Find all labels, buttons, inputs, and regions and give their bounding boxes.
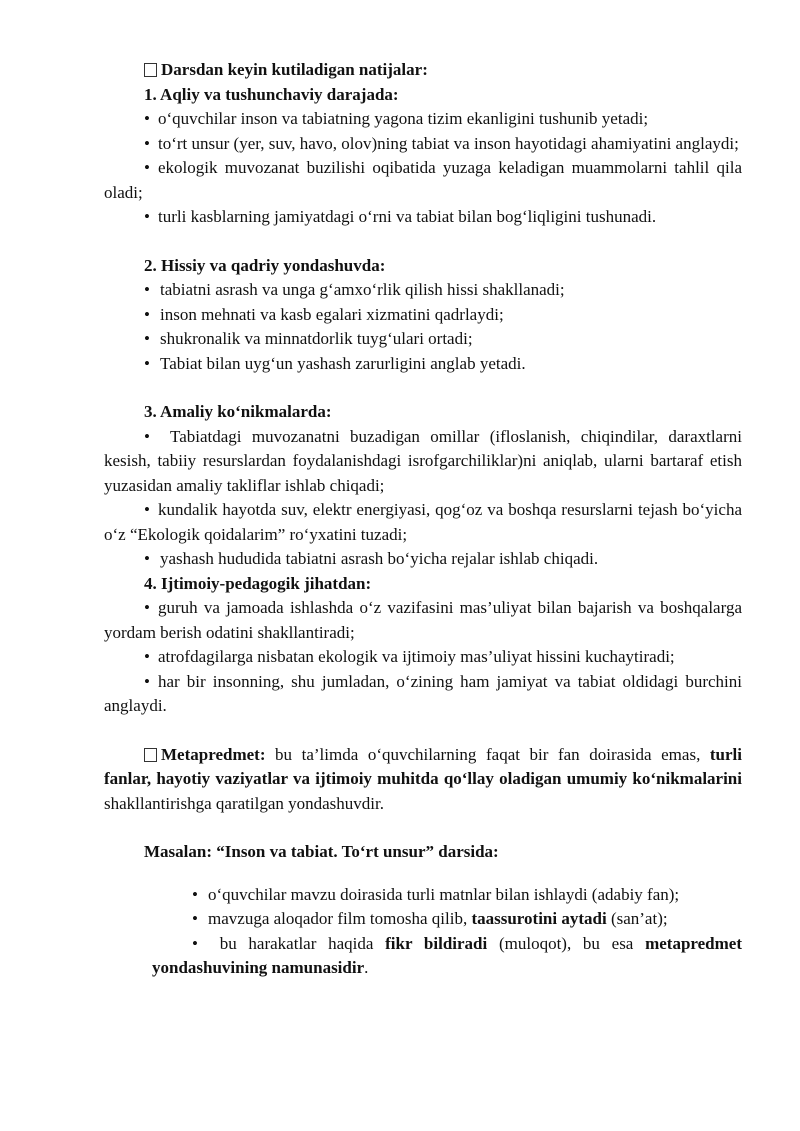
bullet-icon: • — [192, 933, 198, 953]
metapredmet-paragraph: Metapredmet: bu ta’limda o‘quvchilarning faqat bir fan doirasida emas, turli fanlar, hayotiy vaziyatlar va ijtimoiy muhitda qo‘llay oladigan umumiy ko‘nikmalarini shakllantirishga qaratilgan yondashuvdir. — [104, 744, 742, 813]
spacer — [104, 865, 742, 883]
list-item: • kundalik hayotda suv, elektr energiyasi, qog‘oz va boshqa resurslarni tejash bo‘yicha o‘z “Ekologik qoidalarim” ro‘yxatini tuzadi; — [104, 500, 742, 544]
bullet-icon: • — [144, 133, 150, 153]
list-item: • mavzuga aloqador film tomosha qilib, taassurotini aytadi (san’at); — [104, 907, 742, 932]
bullet-icon: • — [144, 207, 150, 226]
bullet-icon: • — [144, 671, 150, 691]
list-item: • atrofdagilarga nisbatan ekologik va ijtimoiy mas’uliyat hissini kuchaytiradi; — [104, 645, 742, 670]
spacer — [104, 230, 742, 254]
section-4-heading: 4. Ijtimoiy-pedagogik jihatdan: — [144, 573, 372, 593]
checkbox-glyph-icon — [144, 748, 157, 762]
metapredmet-term: Metapredmet: — [161, 744, 266, 764]
list-item: • guruh va jamoada ishlashda o‘z vazifasini mas’uliyat bilan bajarish va boshqalarga yordam berish odatini shakllantiradi; — [104, 598, 742, 642]
list-item: • har bir insonning, shu jumladan, o‘zining ham jamiyat va tabiat oldidagi burchini anglaydi. — [104, 671, 742, 715]
bullet-icon: • — [144, 280, 150, 299]
list-item: • tabiatni asrash va unga g‘amxo‘rlik qilish hissi shakllanadi; — [104, 278, 742, 303]
list-item: • bu harakatlar haqida fikr bildiradi (muloqot), bu esa metapredmet yondashuvining namunasidir. — [152, 933, 743, 977]
list-item: • Tabiat bilan uyg‘un yashash zarurligini anglab yetadi. — [104, 352, 742, 377]
section-2-heading: 2. Hissiy va qadriy yondashuvda: — [144, 255, 386, 275]
bullet-icon: • — [192, 884, 198, 904]
results-title: Darsdan keyin kutiladigan natijalar: — [104, 58, 742, 83]
list-item: • ekologik muvozanat buzilishi oqibatida yuzaga keladigan muammolarni tahlil qila oladi; — [104, 158, 742, 202]
list-item: • Tabiatdagi muvozanatni buzadigan omillar (ifloslanish, chiqindilar, daraxtlarni kesish, tabiiy resurslardan foydalanishdagi isrofgarchiliklar)ni aniqlab, ularni bartaraf etish yuzasidan amaliy takliflar ishlab chiqadi; — [104, 426, 742, 495]
list-item: • inson mehnati va kasb egalari xizmatini qadrlaydi; — [104, 303, 742, 328]
spacer — [104, 376, 742, 400]
section-3-heading: 3. Amaliy ko‘nikmalarda: — [144, 402, 332, 421]
section-1-heading: 1. Aqliy va tushunchaviy darajada: — [144, 84, 399, 104]
example-heading: Masalan: “Inson va tabiat. To‘rt unsur” darsida: — [144, 842, 499, 861]
bullet-icon: • — [144, 329, 150, 348]
metapredmet-emphasis: turli fanlar, hayotiy vaziyatlar va ijtimoiy muhitda qo‘llay oladigan umumiy ko‘nikmalarini — [104, 744, 742, 788]
spacer — [104, 816, 742, 840]
list-item: • o‘quvchilar mavzu doirasida turli matnlar bilan ishlaydi (adabiy fan); — [104, 883, 742, 908]
bullet-icon: • — [192, 909, 198, 928]
bullet-icon: • — [144, 598, 150, 617]
list-item: • yashash hududida tabiatni asrash bo‘yicha rejalar ishlab chiqadi. — [104, 547, 742, 572]
list-item: • o‘quvchilar inson va tabiatning yagona tizim ekanligini tushunib yetadi; — [104, 107, 742, 132]
spacer — [104, 719, 742, 743]
bullet-icon: • — [144, 304, 150, 324]
bullet-icon: • — [144, 426, 150, 446]
checkbox-glyph-icon — [144, 63, 157, 77]
bullet-icon: • — [144, 647, 150, 666]
document-body — [104, 58, 742, 981]
bullet-icon: • — [144, 158, 150, 177]
list-item: • shukronalik va minnatdorlik tuyg‘ulari ortadi; — [104, 327, 742, 352]
list-item: • turli kasblarning jamiyatdagi o‘rni va tabiat bilan bog‘liqligini tushunadi. — [104, 205, 742, 230]
bullet-icon: • — [144, 353, 150, 373]
list-item: • to‘rt unsur (yer, suv, havo, olov)ning tabiat va inson hayotidagi ahamiyatini anglaydi; — [104, 132, 742, 157]
bullet-icon: • — [144, 549, 150, 568]
bullet-icon: • — [144, 500, 150, 519]
bullet-icon: • — [144, 109, 150, 128]
